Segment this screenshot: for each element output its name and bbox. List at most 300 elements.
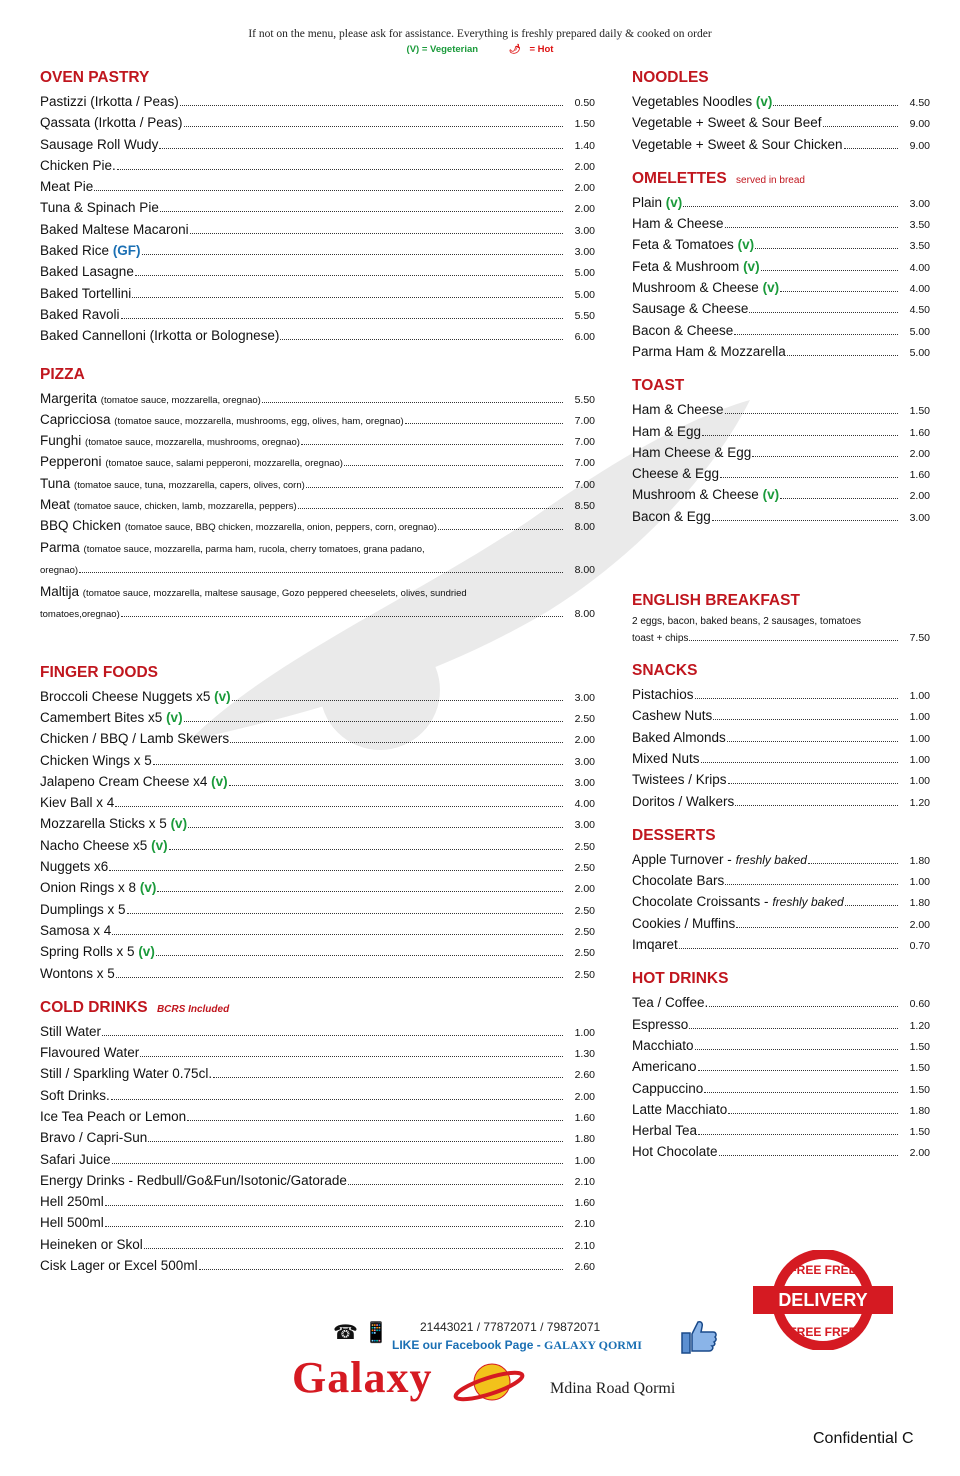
item-name: Feta & Mushroom (v) xyxy=(632,258,760,274)
section-cold-drinks xyxy=(40,998,595,1277)
menu-item xyxy=(40,1170,595,1191)
dot-leader xyxy=(115,805,563,807)
item-price: 2.00 xyxy=(909,490,930,503)
mobile-phone-icon: 📱 xyxy=(363,1322,389,1344)
dot-leader xyxy=(734,333,898,335)
menu-item xyxy=(632,298,930,319)
section-toast xyxy=(632,376,930,527)
menu-item xyxy=(40,537,595,581)
item-description-cont: oregnao) xyxy=(40,564,79,576)
item-name: Hell 250ml xyxy=(40,1194,104,1210)
item-name: Bravo / Capri-Sun xyxy=(40,1130,148,1146)
item-name: Tea / Coffee. xyxy=(632,995,709,1011)
menu-item xyxy=(40,1063,595,1084)
section-note: BCRS Included xyxy=(156,1003,230,1015)
menu-item xyxy=(632,705,930,726)
menu-item xyxy=(40,91,595,112)
item-name: Heineken or Skol xyxy=(40,1236,143,1252)
dot-leader xyxy=(159,147,563,149)
dot-leader xyxy=(780,497,898,499)
menu-item xyxy=(40,899,595,920)
item-name: Cisk Lager or Excel 500ml xyxy=(40,1258,198,1274)
menu-item xyxy=(632,913,930,934)
section-desserts xyxy=(632,826,930,955)
item-name: Cookies / Muffins xyxy=(632,915,736,931)
menu-item xyxy=(632,934,930,955)
item-note: freshly baked xyxy=(772,895,844,910)
menu-item xyxy=(632,506,930,527)
menu-item xyxy=(632,684,930,705)
dot-leader xyxy=(105,1204,563,1206)
facebook-line xyxy=(392,1338,642,1353)
item-price: 1.20 xyxy=(909,796,930,809)
item-price: 8.50 xyxy=(574,500,595,513)
item-name: Pistachios xyxy=(632,687,694,703)
item-name: Chocolate Bars xyxy=(632,873,725,889)
menu-item xyxy=(40,1255,595,1276)
vegetarian-tag: (v) xyxy=(737,237,755,253)
item-description-cont: tomatoes,oregnao) xyxy=(40,608,120,620)
dot-leader xyxy=(683,205,898,207)
dot-leader xyxy=(727,740,898,742)
vegetarian-tag: (v) xyxy=(214,688,231,704)
menu-item xyxy=(632,1035,930,1056)
item-name: Soft Drinks. xyxy=(40,1087,110,1103)
dot-leader xyxy=(298,507,563,509)
item-name: Mozzarella Sticks x 5 (v) xyxy=(40,816,188,832)
vegetarian-tag: (v) xyxy=(139,880,157,896)
menu-item xyxy=(40,1234,595,1255)
item-price: 2.50 xyxy=(574,904,595,917)
dot-leader xyxy=(230,741,563,743)
menu-item xyxy=(40,750,595,771)
section-note: served in bread xyxy=(736,174,805,186)
menu-item xyxy=(40,494,595,515)
item-price: 1.50 xyxy=(574,118,595,131)
item-name: BBQ Chicken (tomatoe sauce, BBQ chicken, mozzarella, onion, peppers, corn, oregnao) xyxy=(40,518,437,534)
dot-leader xyxy=(844,147,898,149)
menu-item xyxy=(632,769,930,790)
item-name: Pastizzi (Irkotta / Peas) xyxy=(40,94,179,109)
vegetarian-tag: (v) xyxy=(762,487,780,503)
item-name: Ham & Cheese xyxy=(632,216,724,232)
thumbs-up-icon[interactable] xyxy=(680,1318,718,1356)
item-price: 2.00 xyxy=(574,182,595,195)
dot-leader xyxy=(438,528,563,530)
item-price: 2.00 xyxy=(574,203,595,216)
chili-icon: 🌶 xyxy=(508,44,521,55)
menu-item xyxy=(40,1191,595,1212)
item-price: 3.00 xyxy=(574,755,595,768)
breakfast-row xyxy=(632,630,930,647)
menu-item xyxy=(40,325,595,346)
item-price: 5.50 xyxy=(574,393,595,406)
section-oven-pastry xyxy=(40,68,595,347)
menu-item xyxy=(40,155,595,176)
dot-leader xyxy=(116,976,563,978)
item-price: 0.70 xyxy=(909,940,930,953)
item-name: Jalapeno Cream Cheese x4 (v) xyxy=(40,773,228,789)
item-name: Samosa x 4 xyxy=(40,922,112,938)
dot-leader xyxy=(702,434,898,436)
item-name: Ham & Egg xyxy=(632,423,702,439)
confidential-label: Confidential C xyxy=(813,1430,914,1447)
item-price: 7.00 xyxy=(574,457,595,470)
telephone-icon: ☎ xyxy=(333,1322,358,1344)
section-title xyxy=(40,998,595,1018)
dot-leader xyxy=(117,168,563,170)
item-price: 2.60 xyxy=(574,1069,595,1082)
item-price: 2.50 xyxy=(574,862,595,875)
menu-item xyxy=(632,727,930,748)
section-title: OVEN PASTRY xyxy=(40,69,150,86)
item-price: 7.00 xyxy=(574,478,595,491)
brand-logo-text: Galaxy xyxy=(292,1353,433,1402)
dot-leader xyxy=(823,125,898,127)
dot-leader xyxy=(749,311,898,313)
section-title: NOODLES xyxy=(632,69,709,86)
item-name: Cappuccino xyxy=(632,1080,704,1096)
vegetarian-tag: (v) xyxy=(166,709,183,725)
item-name: Latte Macchiato xyxy=(632,1101,728,1117)
item-price: 2.50 xyxy=(574,712,595,725)
item-price: 1.40 xyxy=(574,139,595,152)
vegetarian-tag: (v) xyxy=(211,773,228,789)
item-name: Apple Turnover - freshly baked xyxy=(632,851,807,867)
dot-leader xyxy=(761,269,898,271)
dot-leader xyxy=(689,1027,898,1029)
item-price: 5.00 xyxy=(909,325,930,338)
item-price: 9.00 xyxy=(909,139,930,152)
menu-item xyxy=(632,192,930,213)
section-english-breakfast xyxy=(632,591,930,647)
menu-item xyxy=(40,112,595,133)
item-price: 2.50 xyxy=(574,968,595,981)
menu-item xyxy=(40,792,595,813)
dot-leader xyxy=(127,912,563,914)
item-price: 1.80 xyxy=(909,897,930,910)
menu-item xyxy=(40,283,595,304)
menu-item xyxy=(40,197,595,218)
item-name: Hell 500ml xyxy=(40,1215,104,1231)
vegetarian-tag: (v) xyxy=(170,816,188,832)
menu-item xyxy=(632,91,930,112)
item-name: Sausage Roll Wudy xyxy=(40,136,159,152)
menu-item xyxy=(632,1120,930,1141)
item-price: 1.80 xyxy=(909,1104,930,1117)
item-price: 1.50 xyxy=(909,1040,930,1053)
item-name: Kiev Ball x 4 xyxy=(40,795,115,811)
item-price: 3.00 xyxy=(574,776,595,789)
facebook-page-link[interactable]: GALAXY QORMI xyxy=(544,1338,642,1352)
dot-leader xyxy=(180,104,563,106)
item-price: 8.00 xyxy=(574,607,595,620)
dot-leader xyxy=(121,615,563,617)
menu-item xyxy=(632,484,930,505)
item-name: Parma xyxy=(40,539,80,555)
menu-item xyxy=(40,473,595,494)
item-description: (tomatoe sauce, tuna, mozzarella, capers, olives, corn) xyxy=(74,479,305,491)
item-price: 3.50 xyxy=(909,219,930,232)
vegetarian-tag: (v) xyxy=(665,194,683,210)
item-name: Chicken / BBQ / Lamb Skewers xyxy=(40,731,230,747)
item-price: 2.00 xyxy=(909,1147,930,1160)
dot-leader xyxy=(132,296,563,298)
section-title: TOAST xyxy=(632,377,685,395)
menu-item xyxy=(40,771,595,792)
dot-leader xyxy=(232,699,563,701)
dot-leader xyxy=(735,804,898,806)
dot-leader xyxy=(262,401,563,403)
vegetarian-tag: (v) xyxy=(743,258,760,274)
item-price: 8.00 xyxy=(574,521,595,534)
item-line-2 xyxy=(40,604,595,625)
dot-leader xyxy=(845,904,898,906)
item-name: Baked Rice (GF) xyxy=(40,243,141,259)
menu-item xyxy=(40,920,595,941)
item-name: Hot Chocolate xyxy=(632,1144,718,1160)
right-column xyxy=(632,68,930,1177)
item-name: Meat (tomatoe sauce, chicken, lamb, mozzarella, peppers) xyxy=(40,497,297,513)
dot-leader xyxy=(725,883,898,885)
dot-leader xyxy=(719,1154,898,1156)
item-price: 1.00 xyxy=(574,1154,595,1167)
item-name: Nuggets x6 xyxy=(40,859,109,875)
item-price: 7.00 xyxy=(574,414,595,427)
menu-item xyxy=(40,1021,595,1042)
item-price: 2.00 xyxy=(574,160,595,173)
item-price: 7.00 xyxy=(574,436,595,449)
item-name: Wontons x 5 xyxy=(40,965,115,981)
menu-item xyxy=(40,856,595,877)
item-price: 6.00 xyxy=(574,331,595,344)
item-price: 3.00 xyxy=(574,691,595,704)
menu-item xyxy=(40,728,595,749)
item-price: 1.50 xyxy=(909,1083,930,1096)
item-price: 0.60 xyxy=(909,998,930,1011)
item-name: Ham & Cheese xyxy=(632,402,724,418)
dot-leader xyxy=(109,869,563,871)
item-name: Mixed Nuts xyxy=(632,750,700,766)
item-price: 1.00 xyxy=(909,753,930,766)
vegetarian-tag: (v) xyxy=(755,94,773,109)
item-name: Capricciosa (tomatoe sauce, mozzarella, mushrooms, egg, olives, ham, oregnao) xyxy=(40,411,404,427)
dot-leader xyxy=(689,639,898,641)
item-price: 1.50 xyxy=(909,405,930,418)
left-column xyxy=(40,68,595,1290)
item-name: Vegetable + Sweet & Sour Beef xyxy=(632,115,822,131)
item-price: 5.00 xyxy=(574,267,595,280)
dot-leader xyxy=(808,862,898,864)
item-price: 1.30 xyxy=(574,1048,595,1061)
item-name: Baked Cannelloni (Irkotta or Bolognese) xyxy=(40,328,280,344)
dot-leader xyxy=(190,232,563,234)
menu-item xyxy=(632,1078,930,1099)
section-snacks xyxy=(632,661,930,812)
item-price: 2.60 xyxy=(574,1261,595,1274)
planet-logo-icon xyxy=(452,1360,526,1406)
section-title xyxy=(632,169,930,189)
item-price: 1.00 xyxy=(909,732,930,745)
vegetarian-tag: (v) xyxy=(151,837,168,853)
dot-leader xyxy=(704,1091,898,1093)
dot-leader xyxy=(148,1140,563,1142)
dot-leader xyxy=(144,1247,563,1249)
dot-leader xyxy=(725,412,898,414)
item-price: 4.50 xyxy=(909,304,930,317)
item-price: 2.00 xyxy=(574,883,595,896)
dot-leader xyxy=(698,1069,898,1071)
dot-leader xyxy=(701,761,898,763)
item-price: 1.80 xyxy=(909,854,930,867)
menu-item xyxy=(40,877,595,898)
dot-leader xyxy=(720,476,898,478)
gluten-free-tag: (GF) xyxy=(112,243,141,259)
item-price: 1.00 xyxy=(909,775,930,788)
section-title: HOT DRINKS xyxy=(632,970,729,988)
item-name: Baked Almonds xyxy=(632,729,726,745)
item-price: 2.50 xyxy=(574,840,595,853)
item-name: Maltija xyxy=(40,583,80,599)
section-hot-drinks xyxy=(632,969,930,1162)
dot-leader xyxy=(752,455,898,457)
dot-leader xyxy=(121,317,563,319)
item-name: Vegetable + Sweet & Sour Chicken xyxy=(632,136,843,152)
dot-leader xyxy=(169,848,563,850)
menu-item xyxy=(632,1056,930,1077)
menu-item xyxy=(40,240,595,261)
item-price: 1.20 xyxy=(909,1019,930,1032)
item-price: 2.00 xyxy=(909,918,930,931)
dot-leader xyxy=(184,720,563,722)
dot-leader xyxy=(229,784,563,786)
item-price: 1.00 xyxy=(909,711,930,724)
item-note: freshly baked xyxy=(735,852,807,867)
menu-item xyxy=(40,515,595,536)
dot-leader xyxy=(306,486,563,488)
menu-item xyxy=(632,213,930,234)
dot-leader xyxy=(736,926,898,928)
menu-item xyxy=(632,256,930,277)
item-price: 3.50 xyxy=(909,240,930,253)
item-price: 2.00 xyxy=(574,734,595,747)
legend xyxy=(0,44,960,55)
dot-leader xyxy=(773,104,898,106)
item-name: Mushroom & Cheese (v) xyxy=(632,280,780,296)
dot-leader xyxy=(187,1119,563,1121)
item-name: Parma Ham & Mozzarella xyxy=(632,343,786,359)
item-name: Dumplings x 5 xyxy=(40,901,126,917)
dot-leader xyxy=(787,354,898,356)
item-price: 1.60 xyxy=(574,1197,595,1210)
veg-legend: (V) = Vegeterian xyxy=(406,44,479,55)
dot-leader xyxy=(135,274,563,276)
item-price: 1.00 xyxy=(574,1026,595,1039)
item-name: Camembert Bites x5 (v) xyxy=(40,709,183,725)
item-name: Ice Tea Peach or Lemon xyxy=(40,1108,187,1124)
address: Mdina Road Qormi xyxy=(550,1380,676,1397)
item-description: (tomatoe sauce, mozzarella, oregnao) xyxy=(100,394,261,406)
menu-item xyxy=(632,112,930,133)
item-name: Bacon & Egg xyxy=(632,508,711,524)
menu-item xyxy=(40,409,595,430)
item-price: 5.00 xyxy=(909,346,930,359)
item-name: Nacho Cheese x5 (v) xyxy=(40,837,168,853)
dot-leader xyxy=(725,226,898,228)
dot-leader xyxy=(728,782,898,784)
item-name: Baked Tortellini xyxy=(40,285,132,301)
item-name: Doritos / Walkers xyxy=(632,793,735,809)
item-price: 2.00 xyxy=(909,447,930,460)
item-price: 3.00 xyxy=(574,224,595,237)
dot-leader xyxy=(112,933,563,935)
header-note: If not on the menu, please ask for assistance. Everything is freshly prepared daily & cooked on order xyxy=(248,28,712,40)
item-price: 4.00 xyxy=(574,798,595,811)
menu-item xyxy=(632,791,930,812)
item-name: Mushroom & Cheese (v) xyxy=(632,487,780,503)
dot-leader xyxy=(301,443,563,445)
menu-item xyxy=(40,261,595,282)
item-line-2 xyxy=(40,560,595,581)
dot-leader xyxy=(153,763,563,765)
section-title: SNACKS xyxy=(632,662,698,680)
item-price: 1.00 xyxy=(909,876,930,889)
item-price: 2.50 xyxy=(574,947,595,960)
item-price: 5.00 xyxy=(574,288,595,301)
item-price: 1.50 xyxy=(909,1126,930,1139)
item-price: 5.50 xyxy=(574,309,595,322)
facebook-prefix: LIKE our Facebook Page - xyxy=(392,1338,541,1352)
dot-leader xyxy=(712,519,898,521)
item-name: Chicken Wings x 5 xyxy=(40,752,152,768)
menu-item xyxy=(632,748,930,769)
dot-leader xyxy=(142,253,563,255)
item-name: Still / Sparkling Water 0.75cl. xyxy=(40,1066,213,1082)
item-price: 9.00 xyxy=(909,118,930,131)
section-title: FINGER FOODS xyxy=(40,663,158,681)
item-name: Cashew Nuts xyxy=(632,708,713,724)
item-description: (tomatoe sauce, mozzarella, mushrooms, oregnao) xyxy=(85,437,300,449)
dot-leader xyxy=(94,189,563,191)
item-name: Broccoli Cheese Nuggets x5 (v) xyxy=(40,688,231,704)
item-description: (tomatoe sauce, chicken, lamb, mozzarella, peppers) xyxy=(73,501,297,513)
item-name: Pepperoni (tomatoe sauce, salami pepperoni, mozzarella, oregnao) xyxy=(40,454,343,470)
section-noodles xyxy=(632,68,930,155)
menu-item xyxy=(632,870,930,891)
vegetarian-tag: (v) xyxy=(762,280,780,296)
menu-item xyxy=(632,891,930,912)
menu-item xyxy=(632,234,930,255)
item-description: (tomatoe sauce, mozzarella, parma ham, rucola, cherry tomatoes, grana padano, xyxy=(83,543,425,555)
dot-leader xyxy=(695,1048,898,1050)
dot-leader xyxy=(695,697,898,699)
dot-leader xyxy=(184,125,563,127)
item-name: Safari Juice xyxy=(40,1151,111,1167)
delivery-bottom-text: FREE FREE xyxy=(789,1325,857,1339)
item-name: Tuna (tomatoe sauce, tuna, mozzarella, capers, olives, corn) xyxy=(40,475,305,491)
item-name: Baked Ravoli xyxy=(40,306,120,322)
item-name: Imqaret xyxy=(632,937,678,953)
item-price: 3.00 xyxy=(574,246,595,259)
dot-leader xyxy=(79,571,563,573)
item-price: 1.80 xyxy=(574,1133,595,1146)
menu-item xyxy=(40,1127,595,1148)
menu-item xyxy=(40,941,595,962)
menu-item xyxy=(40,686,595,707)
item-name: Americano xyxy=(632,1059,697,1075)
dot-leader xyxy=(755,247,898,249)
item-name: Margerita (tomatoe sauce, mozzarella, oregnao) xyxy=(40,390,261,406)
